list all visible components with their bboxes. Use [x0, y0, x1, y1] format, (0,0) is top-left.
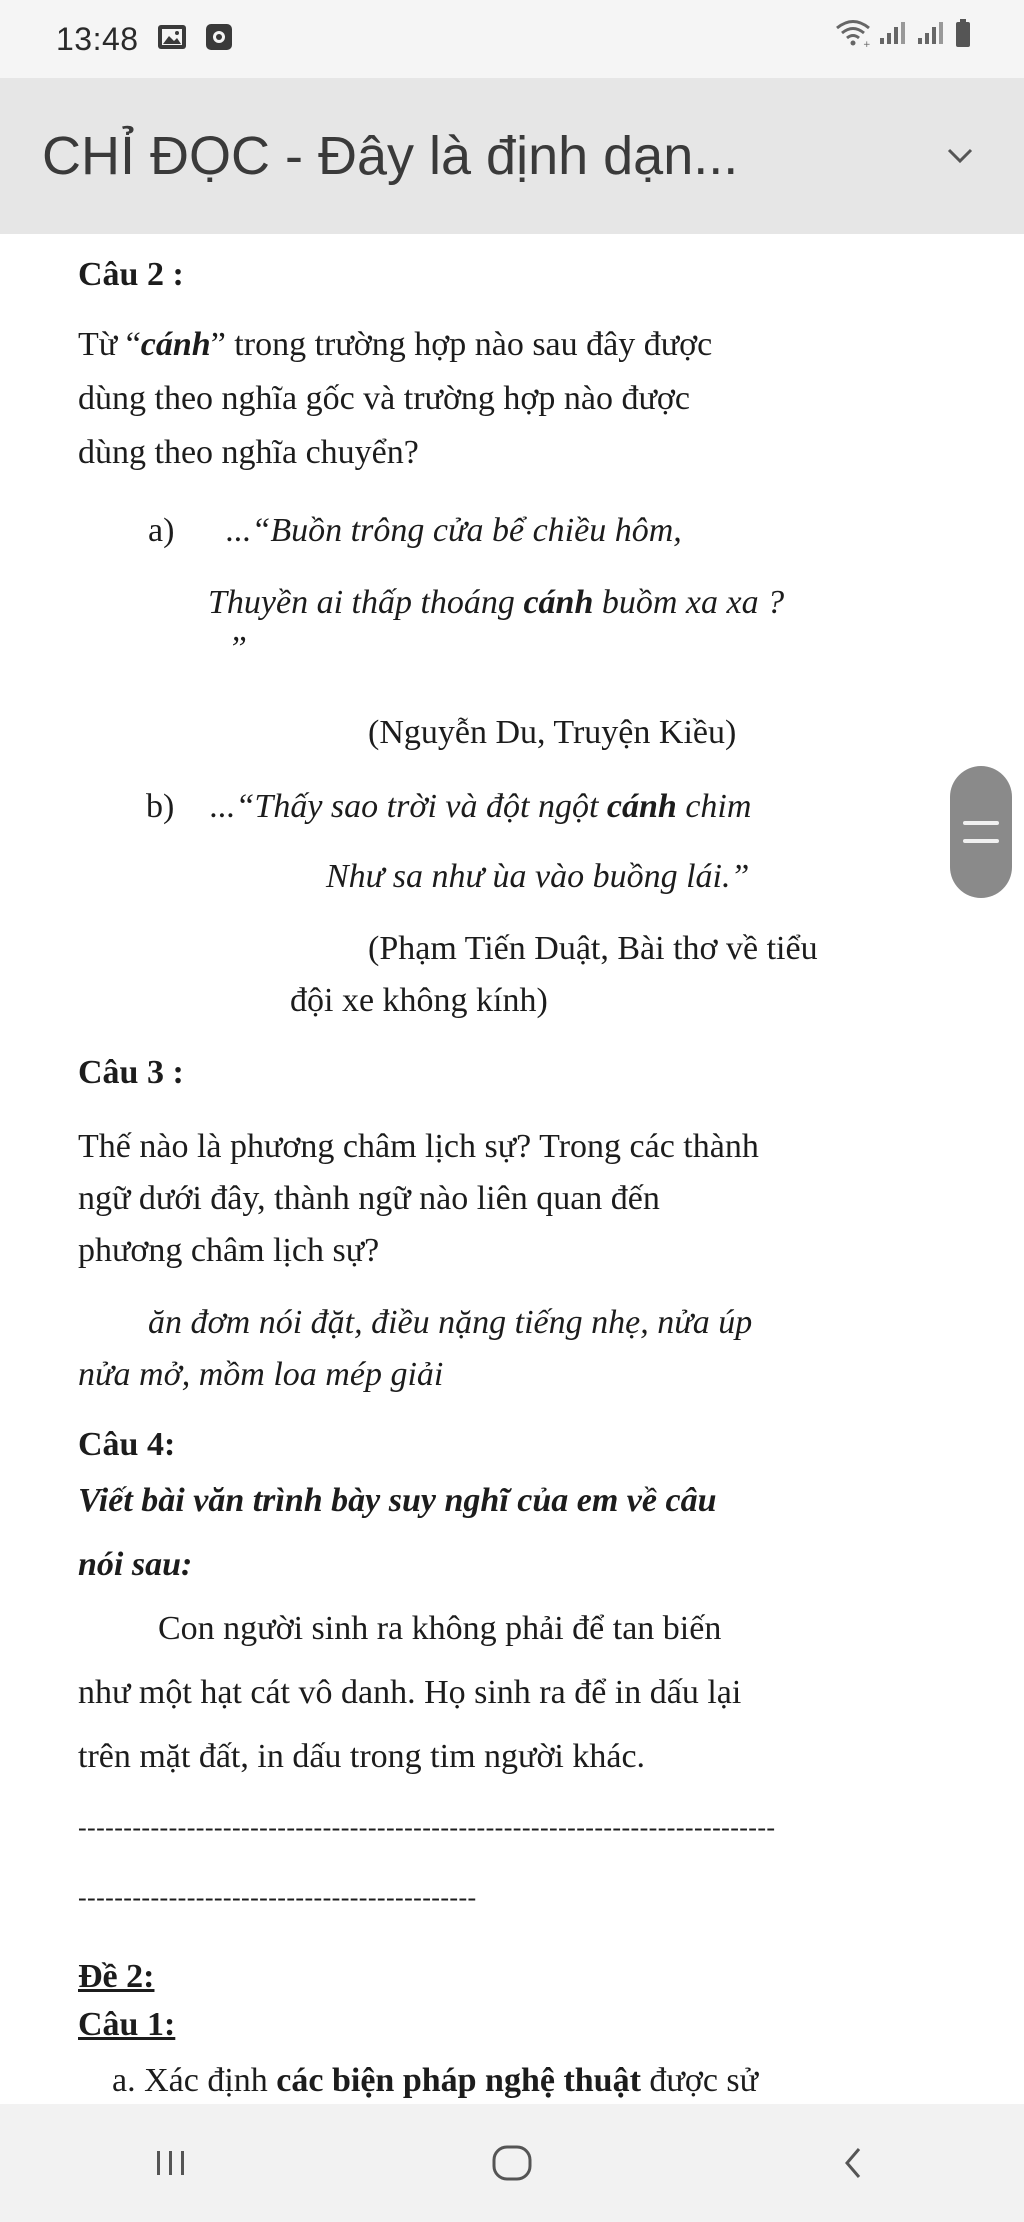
option-b-label: b) [146, 788, 175, 825]
exam-2-heading: Đề 2: [78, 1958, 155, 1995]
question-2-prompt-line1 [78, 324, 712, 367]
question-2-heading: Câu 2 : [78, 256, 184, 293]
back-icon [841, 2145, 865, 2181]
q1a-bold: các biện pháp nghệ thuật [276, 2062, 641, 2099]
home-button[interactable] [452, 2123, 572, 2203]
battery-icon [954, 18, 972, 53]
option-b-line1-post: chim [676, 788, 752, 825]
document-title: CHỈ ĐỌC - Đây là định dạn... [42, 126, 739, 186]
document-viewer[interactable] [0, 234, 1024, 2104]
status-bar [0, 0, 1024, 78]
option-a-line2-bold: cánh [523, 584, 594, 621]
expand-title-button[interactable] [932, 128, 988, 184]
option-a-label: a) [148, 512, 175, 549]
exam-2-question-1-heading: Câu 1: [78, 2006, 176, 2043]
question-2-prompt-line2: dùng theo nghĩa gốc và trường hợp nào được [78, 380, 690, 417]
separator-line-2: -------------------------------------------- [78, 1883, 477, 1912]
option-a-line2-post: buồm xa xa ? [593, 584, 785, 621]
q2-prompt-post: ” trong trường hợp nào sau đây được [210, 326, 713, 363]
option-b-line1 [210, 786, 751, 829]
separator-line-1: ----------------------------------------------------------------------------- [78, 1813, 776, 1842]
idioms-line1: ăn đơm nói đặt, điều nặng tiếng nhẹ, nửa úp [148, 1304, 753, 1341]
q1a-pre: a. Xác định [112, 2062, 277, 2099]
question-4-task-line1: Viết bài văn trình bày suy nghĩ của em về câu [78, 1482, 717, 1519]
question-3-heading: Câu 3 : [78, 1054, 184, 1091]
question-3-line1: Thế nào là phương châm lịch sự? Trong các thành [78, 1128, 759, 1165]
question-3-line3: phương châm lịch sự? [78, 1232, 380, 1269]
quote-line1: Con người sinh ra không phải để tan biến [158, 1610, 722, 1647]
scroll-handle-grip-top [963, 821, 999, 825]
question-4-task-line2: nói sau: [78, 1546, 193, 1583]
signal-icon [878, 20, 910, 51]
back-button[interactable] [793, 2123, 913, 2203]
status-time: 13:48 [56, 20, 139, 57]
question-4-heading: Câu 4: [78, 1426, 176, 1463]
scroll-handle-grip-bottom [963, 839, 999, 843]
option-a-line2-pre: Thuyền ai thấp thoáng [208, 584, 524, 621]
quote-line3: trên mặt đất, in dấu trong tim người khác. [78, 1738, 646, 1775]
home-icon [490, 2143, 534, 2183]
option-b-source-line1: (Phạm Tiến Duật, Bài thơ về tiểu [368, 930, 818, 967]
signal-icon-2 [916, 20, 948, 51]
option-b-line1-pre: ...“Thấy sao trời và đột ngột [210, 788, 607, 825]
system-nav-bar [0, 2104, 1024, 2222]
recents-icon [153, 2148, 189, 2178]
option-a-line1: ...“Buồn trông cửa bể chiều hôm, [226, 512, 682, 549]
svg-text:+: + [863, 40, 871, 48]
q2-prompt-word: cánh [140, 326, 211, 363]
question-2-prompt-line3: dùng theo nghĩa chuyển? [78, 434, 419, 471]
idioms-line2: nửa mở, mồm loa mép giải [78, 1356, 444, 1393]
q1a-post: được sử [640, 2062, 759, 2099]
option-a-close-quote: ” [228, 630, 247, 667]
option-b-source-line2: đội xe không kính) [290, 982, 548, 1019]
option-a-line2 [208, 582, 784, 625]
option-b-line1-bold: cánh [606, 788, 677, 825]
app-notification-icon [205, 23, 233, 56]
fast-scroll-handle[interactable] [950, 766, 1012, 898]
quote-line2: như một hạt cát vô danh. Họ sinh ra để in dấu lại [78, 1674, 742, 1711]
image-icon [157, 24, 187, 55]
exam-2-question-1-a [112, 2060, 758, 2103]
app-header [0, 78, 1024, 234]
option-b-line2: Như sa như ùa vào buồng lái.” [326, 858, 750, 895]
recents-button[interactable] [111, 2123, 231, 2203]
wifi-icon [834, 18, 872, 53]
option-a-source: (Nguyễn Du, Truyện Kiều) [368, 714, 737, 751]
q2-prompt-pre: Từ “ [78, 326, 141, 363]
question-3-line2: ngữ dưới đây, thành ngữ nào liên quan đến [78, 1180, 660, 1217]
chevron-down-icon [945, 146, 975, 166]
